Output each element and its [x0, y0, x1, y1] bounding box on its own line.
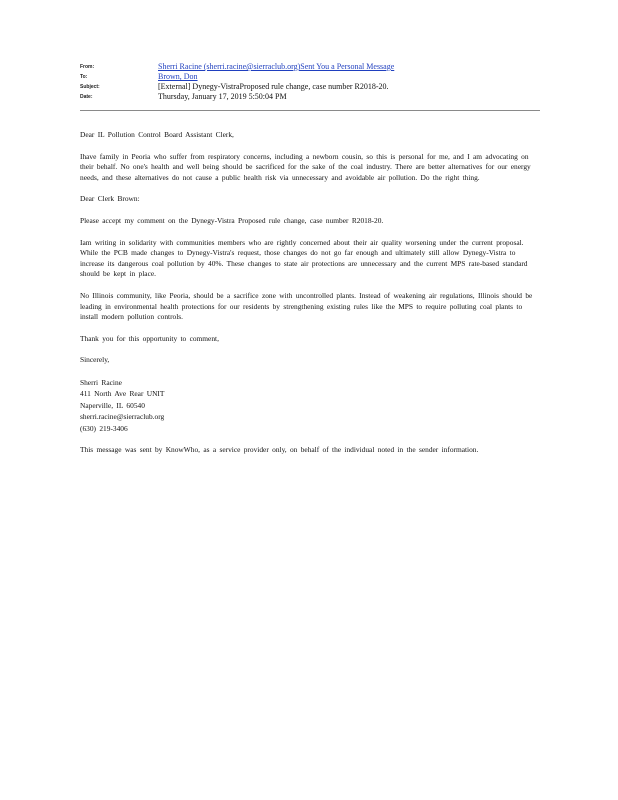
to-value[interactable]: Brown, Don [158, 72, 198, 81]
subject-value: [External] Dynegy-VistraProposed rule change, case number R2018-20. [158, 82, 389, 91]
signature-address-2: Naperville, IL 60540 [80, 400, 145, 410]
to-row [80, 72, 540, 82]
signature-phone: (630) 219-3406 [80, 423, 128, 433]
to-label: To: [80, 74, 88, 80]
paragraph-1: Ihave family in Peoria who suffer from respiratory concerns, including a newborn cousin, so this is personal for me, and I am advocating on their behalf. No one's health and well being should be sacrificed for the sake of the coal industry. There are better alternatives for our energy needs, and these alternatives do not cause a public health risk via unnecessary and avoidable air pollution. Do the right thing. [80, 151, 531, 182]
paragraph-3: Iam writing in solidarity with communities members who are rightly concerned about their air quality worsening under the current proposal. While the PCB made changes to Dynegy-Vistra's request, those changes do not go far enough and ultimately still allow Dynegy-Vistra to increase its dangerous coal pollution by 40%. These changes to state air protections are unnecessary and the current MPS rate-based standard should be kept in place. [80, 237, 528, 279]
signature-email: sherri.racine@sierraclub.org [80, 412, 165, 422]
email-body [80, 130, 535, 467]
closing-line: Sincerely, [80, 355, 110, 365]
from-row [80, 62, 540, 72]
email-header [80, 62, 540, 102]
signature-block [80, 377, 535, 435]
from-label: From: [80, 64, 95, 70]
subject-row [80, 82, 540, 92]
date-value: Thursday, January 17, 2019 5:50:04 PM [158, 92, 287, 101]
header-divider [80, 110, 540, 111]
paragraph-4: No Illinois community, like Peoria, should be a sacrifice zone with uncontrolled plants. Instead of weakening air regulations, Illinois should be leading in environmental health protections for our residents by strengthening existing rules like the MPS to require polluting coal plants to install modern pollution controls. [80, 290, 533, 322]
thanks-line: Thank you for this opportunity to comment, [80, 333, 219, 343]
date-label: Date: [80, 94, 93, 100]
from-value[interactable]: Sherri Racine (sherri.racine@sierraclub.org)Sent You a Personal Message [158, 62, 395, 71]
subject-label: Subject: [80, 84, 100, 90]
salutation-2: Dear Clerk Brown: [80, 194, 140, 204]
signature-name: Sherri Racine [80, 377, 122, 387]
signature-address-1: 411 North Ave Rear UNIT [80, 389, 165, 399]
date-row [80, 92, 540, 102]
salutation-1: Dear IL Pollution Control Board Assistant Clerk, [80, 130, 234, 139]
footer-note: This message was sent by KnowWho, as a service provider only, on behalf of the individual noted in the sender information. [80, 445, 479, 455]
paragraph-2: Please accept my comment on the Dynegy-Vistra Proposed rule change, case number R2018-20. [80, 215, 384, 225]
